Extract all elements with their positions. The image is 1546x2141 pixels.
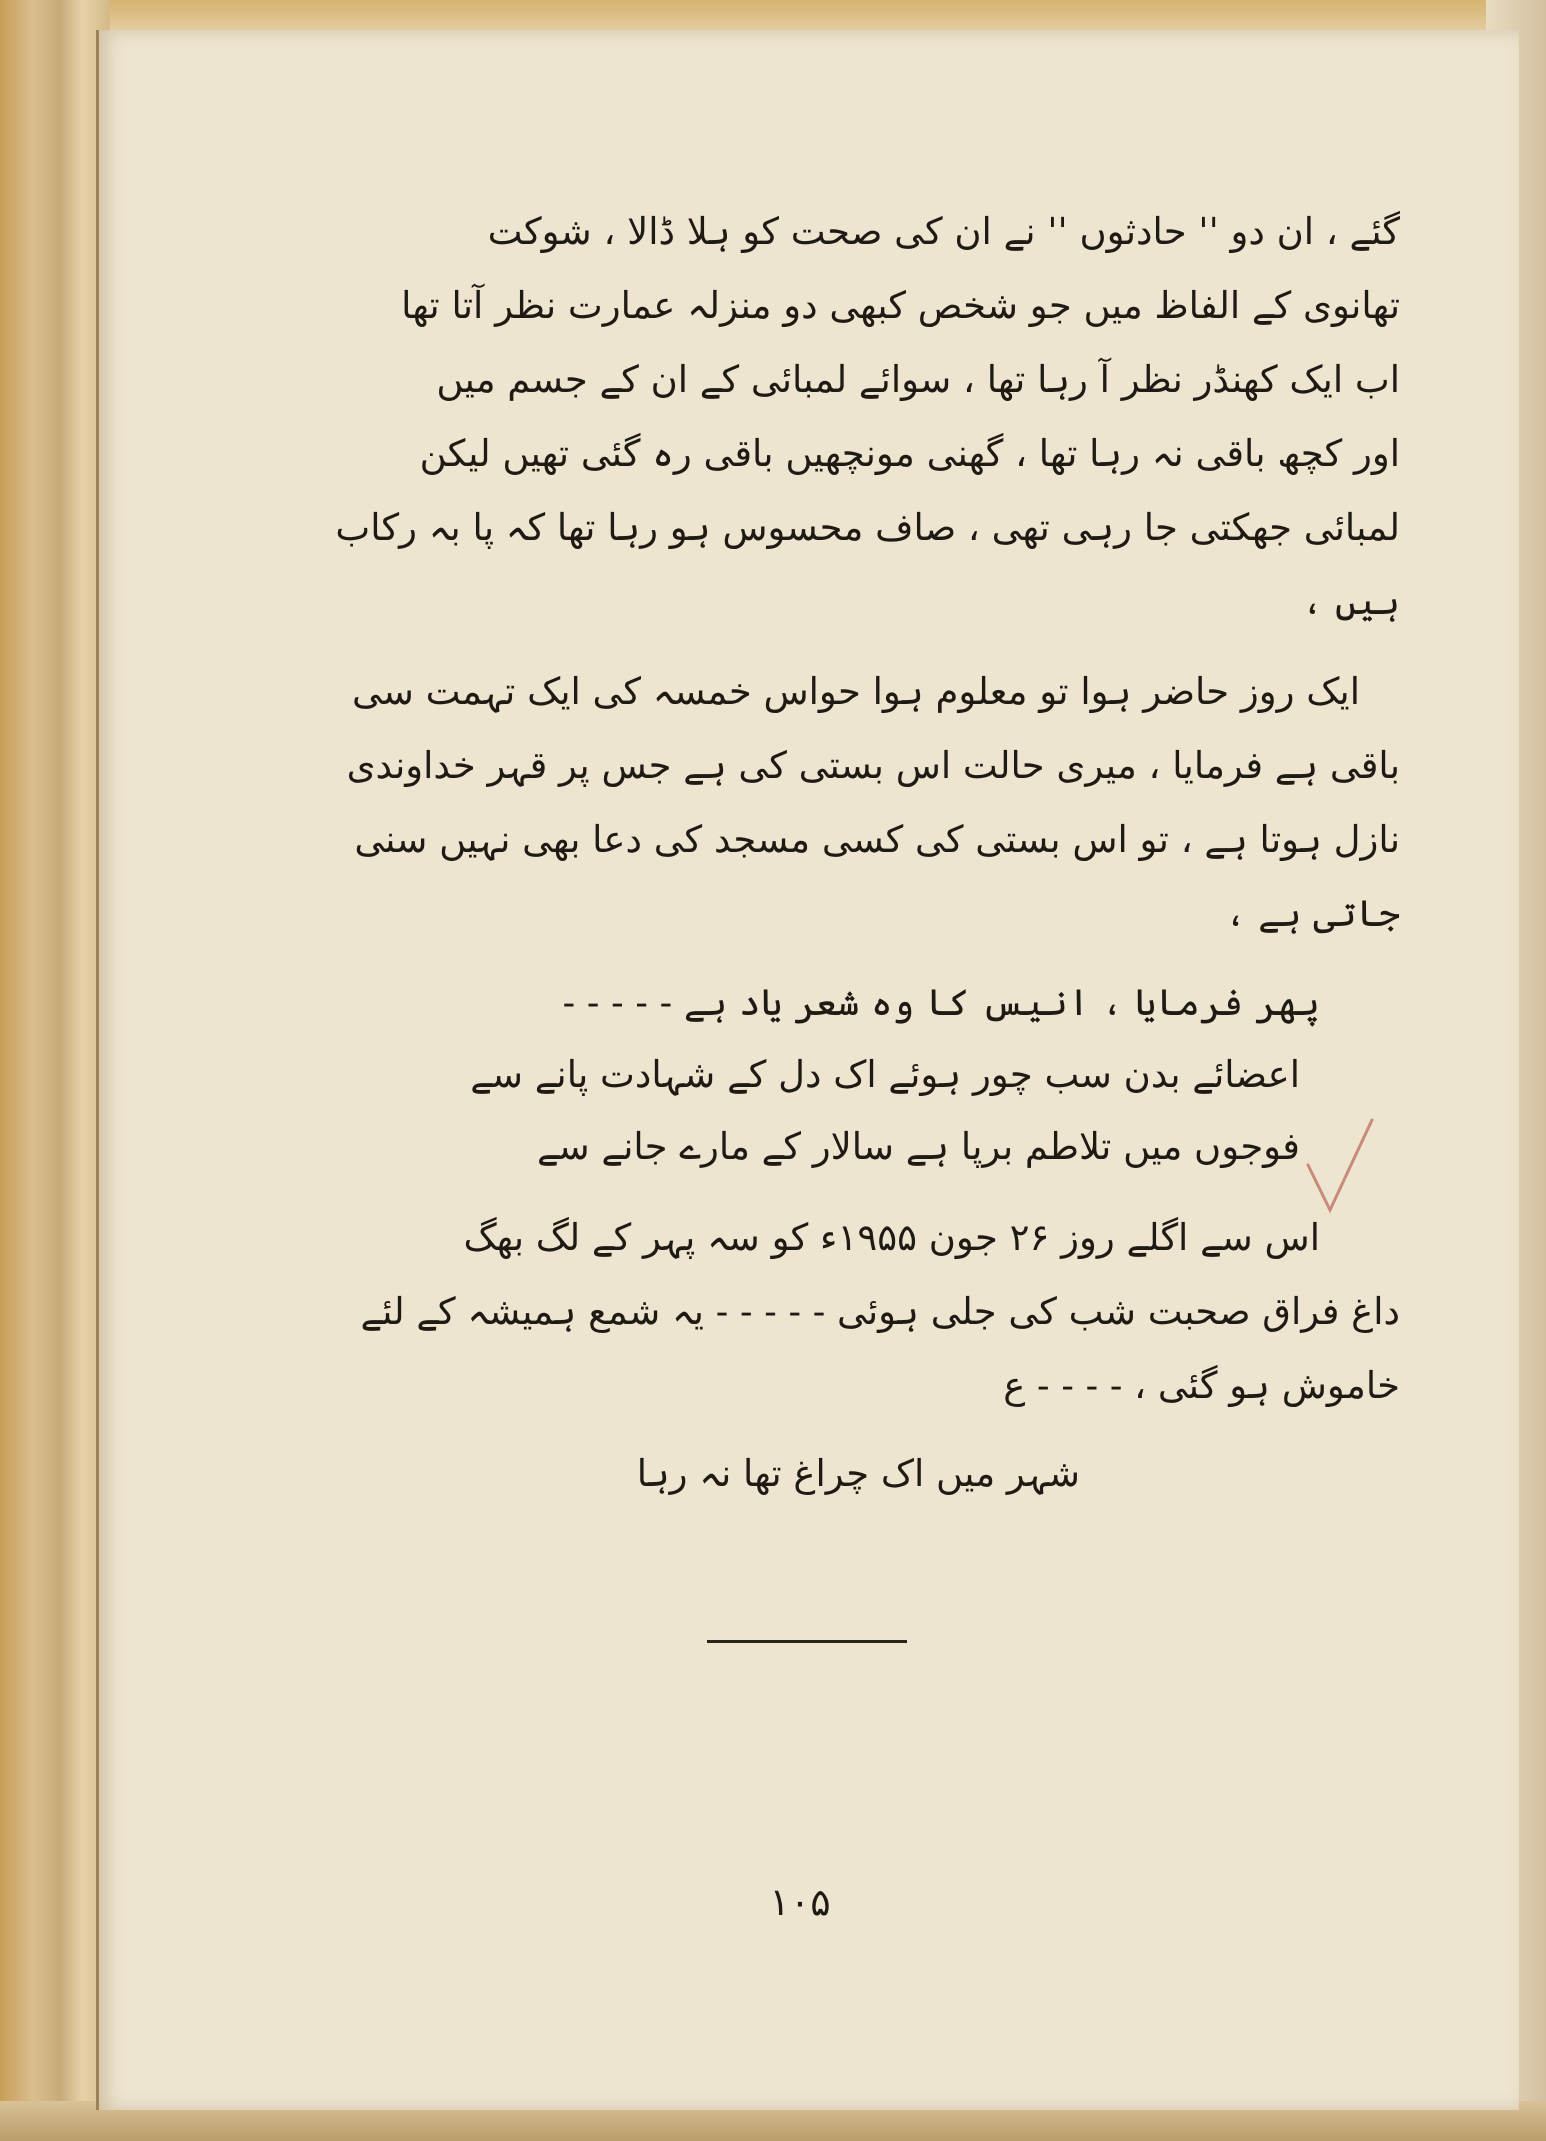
text-line: تھانوی کے الفاظ میں جو شخص کبھی دو منزلہ عمارت نظر آتا تھا — [401, 284, 1400, 327]
text-line: گئے ، ان دو '' حادثوں '' نے ان کی صحت کو ہلا ڈالا ، شوکت — [487, 210, 1400, 253]
page-edge-left — [0, 0, 110, 2141]
section-divider — [707, 1640, 907, 1643]
text-line: اب ایک کھنڈر نظر آ رہا تھا ، سوائے لمبائی کے ان کے جسم میں — [436, 358, 1400, 401]
paragraph-3 — [230, 1201, 1400, 1423]
text-line: اور کچھ باقی نہ رہا تھا ، گھنی مونچھیں باقی رہ گئی تھیں لیکن — [419, 432, 1400, 475]
text-line: نازل ہوتا ہے ، تو اس بستی کی کسی مسجد کی دعا بھی نہیں سنی — [354, 818, 1400, 861]
couplet-line: فوجوں میں تلاطم برپا ہے سالار کے مارے جانے سے — [536, 1125, 1300, 1168]
text-line: ایک روز حاضر ہوا تو معلوم ہوا حواس خمسہ کی ایک تہمت سی — [352, 670, 1360, 713]
text-line: اس سے اگلے روز ۲۶ جون ۱۹۵۵ء کو سہ پہر کے لگ بھگ — [463, 1216, 1320, 1259]
page-edge-top — [0, 0, 1546, 34]
text-line: داغ فراق صحبت شب کی جلی ہوئی - - - - - یہ شمع ہمیشہ کے لئے — [360, 1290, 1400, 1333]
text-line: ہیں ، — [1301, 580, 1400, 623]
verse-intro: پھر فرمایا ، انیس کا وہ شعر یاد ہے - - - - - — [562, 981, 1320, 1024]
text-line: لمبائی جھکتی جا رہی تھی ، صاف محسوس ہو رہا تھا کہ پا بہ رکاب — [335, 506, 1400, 549]
paragraph-2 — [230, 655, 1400, 951]
closing-verse: شہر میں اک چراغ تھا نہ رہا — [636, 1452, 1080, 1495]
couplet-line: اعضائے بدن سب چور ہوئے اک دل کے شہادت پانے سے — [470, 1053, 1300, 1096]
couplet — [230, 1039, 1400, 1183]
text-line: باقی ہے فرمایا ، میری حالت اس بستی کی ہے جس پر قہر خداوندی — [346, 744, 1400, 787]
paragraph-1 — [230, 195, 1400, 639]
text-line: جاتی ہے ، — [1224, 892, 1400, 935]
pencil-check-mark — [1300, 1110, 1380, 1230]
page-text — [230, 195, 1400, 1509]
page-number: ۱۰۵ — [769, 1880, 831, 1924]
text-line: خاموش ہو گئی ، - - - - ع — [1003, 1364, 1400, 1407]
